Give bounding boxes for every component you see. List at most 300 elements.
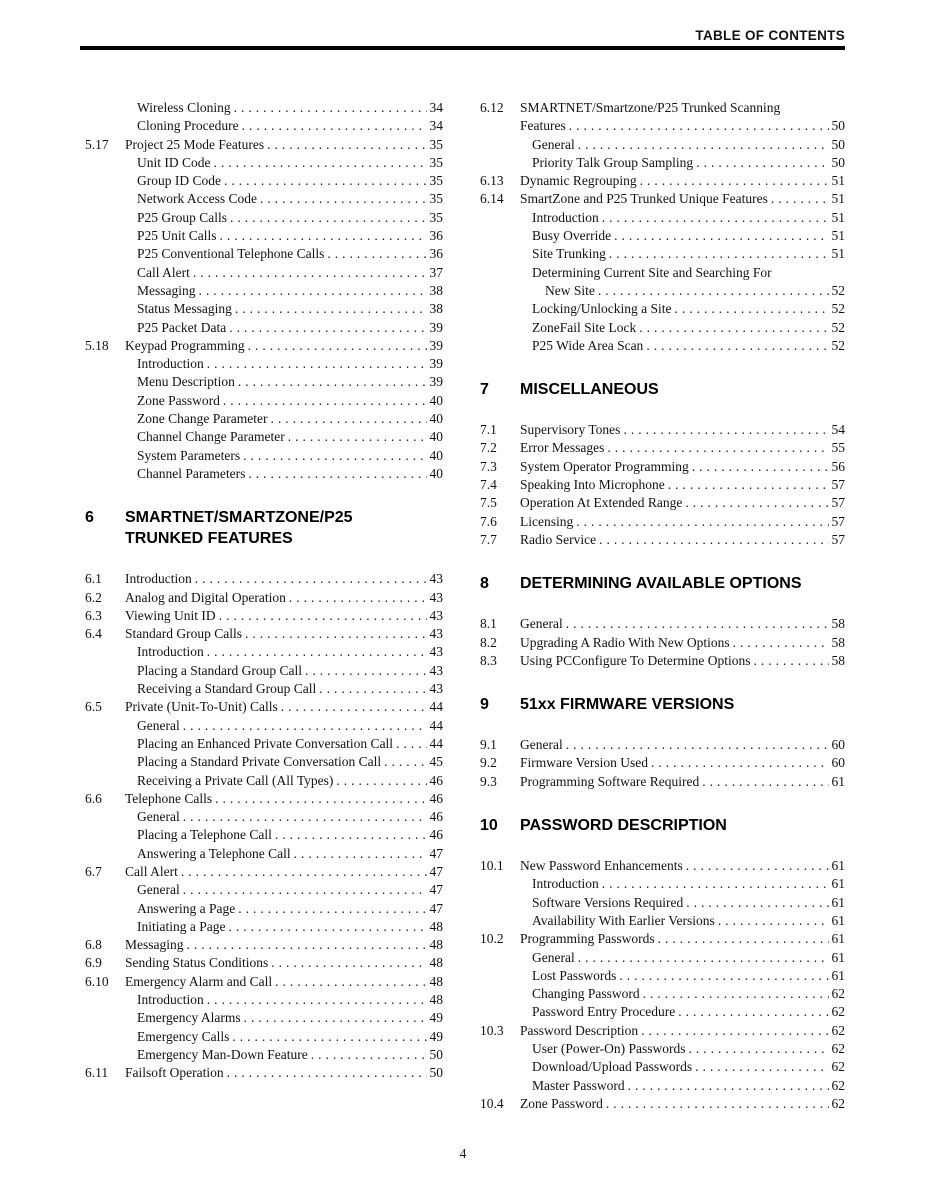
entry-title: Using PCConfigure To Determine Options <box>520 652 751 668</box>
section-title-line: DETERMINING AVAILABLE OPTIONS <box>520 575 802 593</box>
toc-entry <box>480 282 845 300</box>
entry-page-number: 48 <box>429 973 443 989</box>
dot-leader <box>214 154 427 172</box>
toc-entry <box>85 900 443 918</box>
dot-leader <box>195 570 427 588</box>
dot-leader <box>227 1064 427 1082</box>
entry-page-number: 61 <box>831 876 845 892</box>
entry-title: Messaging <box>137 282 196 298</box>
entry-title: Zone Password <box>137 392 220 408</box>
entry-title: Firmware Version Used <box>520 755 648 771</box>
dot-leader <box>275 826 427 844</box>
section-title-line: 51xx FIRMWARE VERSIONS <box>520 696 735 714</box>
entry-page-number: 35 <box>429 154 443 170</box>
dot-leader <box>685 494 828 512</box>
dot-leader <box>668 476 829 494</box>
entry-page-number: 47 <box>429 863 443 879</box>
toc-entry <box>85 625 443 643</box>
entry-title: Busy Override <box>532 228 612 244</box>
dot-leader <box>578 136 829 154</box>
entry-title: P25 Group Calls <box>137 209 228 225</box>
entry-title: Call Alert <box>137 264 190 280</box>
toc-entry <box>85 209 443 227</box>
entry-title: Messaging <box>125 937 184 953</box>
dot-leader <box>628 1077 829 1095</box>
toc-entry <box>85 190 443 208</box>
dot-leader <box>267 136 426 154</box>
entry-title: Emergency Alarms <box>137 1010 241 1026</box>
dot-leader <box>288 428 427 446</box>
dot-leader <box>245 625 427 643</box>
entry-page-number: 40 <box>429 429 443 445</box>
entry-title: Answering a Page <box>137 900 236 916</box>
toc-entry <box>480 1040 845 1058</box>
dot-leader <box>183 881 427 899</box>
entry-title: Channel Parameters <box>137 465 246 481</box>
entry-page-number: 60 <box>831 737 845 753</box>
entry-title: Priority Talk Group Sampling <box>532 154 694 170</box>
toc-entry <box>480 736 845 754</box>
dot-leader <box>228 918 426 936</box>
footer-page-number: 4 <box>459 1146 467 1161</box>
toc-entry <box>480 494 845 512</box>
toc-entry <box>480 439 845 457</box>
toc-entry <box>85 1028 443 1046</box>
entry-title: Analog and Digital Operation <box>125 589 286 605</box>
section-number: 7 <box>480 381 489 399</box>
entry-number: 10.4 <box>480 1095 504 1111</box>
entry-title: System Parameters <box>137 447 241 463</box>
entry-number: 9.3 <box>480 773 497 789</box>
toc-entry <box>85 319 443 337</box>
entry-number: 7.1 <box>480 422 497 438</box>
entry-title: Site Trunking <box>532 246 606 262</box>
dot-leader <box>183 808 427 826</box>
section-heading <box>85 507 443 549</box>
dot-leader <box>718 912 829 930</box>
toc-entry <box>85 337 443 355</box>
toc-entry <box>480 227 845 245</box>
entry-page-number: 36 <box>429 246 443 262</box>
toc-entry <box>85 1046 443 1064</box>
entry-page-number: 46 <box>429 790 443 806</box>
dot-leader <box>640 172 829 190</box>
entry-number: 5.17 <box>85 136 109 152</box>
toc-entry <box>85 264 443 282</box>
dot-leader <box>238 900 426 918</box>
entry-page-number: 61 <box>831 931 845 947</box>
entry-page-number: 51 <box>831 191 845 207</box>
entry-page-number: 58 <box>831 616 845 632</box>
entry-page-number: 58 <box>831 652 845 668</box>
section-number: 10 <box>480 817 498 835</box>
entry-page-number: 52 <box>831 301 845 317</box>
dot-leader <box>678 1003 828 1021</box>
dot-leader <box>614 227 828 245</box>
entry-title: Call Alert <box>125 863 178 879</box>
entry-page-number: 39 <box>429 337 443 353</box>
dot-leader <box>733 634 829 652</box>
entry-page-number: 34 <box>429 100 443 115</box>
entry-page-number: 48 <box>429 955 443 971</box>
entry-title: Placing an Enhanced Private Conversation Call <box>137 735 394 751</box>
toc-entry <box>85 753 443 771</box>
entry-page-number: 61 <box>831 894 845 910</box>
entry-page-number: 61 <box>831 858 845 874</box>
entry-title: New Site <box>545 282 595 298</box>
dot-leader <box>674 300 828 318</box>
toc-entry <box>85 826 443 844</box>
entry-page-number: 40 <box>429 447 443 463</box>
dot-leader <box>260 190 427 208</box>
entry-page-number: 61 <box>831 912 845 928</box>
dot-leader <box>181 863 427 881</box>
dot-leader <box>229 319 426 337</box>
entry-number: 10.3 <box>480 1022 504 1038</box>
entry-number: 6.9 <box>85 955 102 971</box>
toc-entry <box>480 1003 845 1021</box>
entry-page-number: 46 <box>429 827 443 843</box>
section-title <box>125 507 443 549</box>
dot-leader <box>643 985 829 1003</box>
dot-leader <box>639 319 828 337</box>
entry-title: Introduction <box>137 644 204 660</box>
toc-entry <box>85 662 443 680</box>
entry-number: 6.14 <box>480 191 504 207</box>
entry-page-number: 61 <box>831 967 845 983</box>
entry-page-number: 57 <box>831 495 845 511</box>
entry-page-number: 39 <box>429 356 443 372</box>
toc-entry <box>85 1064 443 1082</box>
entry-title: Zone Password <box>520 1095 603 1111</box>
entry-number: 7.5 <box>480 495 497 511</box>
dot-leader <box>658 930 829 948</box>
toc-entry <box>85 808 443 826</box>
entry-title: Sending Status Conditions <box>125 955 269 971</box>
toc-entry <box>85 99 443 117</box>
toc-entry <box>480 476 845 494</box>
dot-leader <box>305 662 427 680</box>
entry-title: Telephone Calls <box>125 790 213 806</box>
dot-leader <box>566 736 829 754</box>
section-title <box>520 573 845 594</box>
entry-number: 8.1 <box>480 616 497 632</box>
entry-page-number: 38 <box>429 301 443 317</box>
dot-leader <box>607 439 828 457</box>
entry-number: 7.7 <box>480 531 497 547</box>
entry-title: P25 Unit Calls <box>137 228 217 244</box>
dot-leader <box>242 117 427 135</box>
entry-number: 5.18 <box>85 337 109 353</box>
toc-entry <box>85 570 443 588</box>
entry-page-number: 51 <box>831 228 845 244</box>
dot-leader <box>319 680 426 698</box>
dot-leader <box>598 282 829 300</box>
entry-page-number: 61 <box>831 949 845 965</box>
entry-number: 6.11 <box>85 1065 109 1081</box>
page-footer <box>0 1146 926 1162</box>
dot-leader <box>275 973 426 991</box>
entry-page-number: 61 <box>831 773 845 789</box>
entry-title: Features <box>520 118 566 134</box>
section-number: 6 <box>85 509 94 527</box>
toc-entry <box>480 421 845 439</box>
entry-page-number: 49 <box>429 1010 443 1026</box>
entry-page-number: 48 <box>429 918 443 934</box>
entry-title: General <box>520 737 563 753</box>
entry-title: General <box>137 717 180 733</box>
dot-leader <box>609 245 829 263</box>
dot-leader <box>619 967 828 985</box>
entry-page-number: 49 <box>429 1028 443 1044</box>
section-title <box>520 694 845 715</box>
entry-page-number: 40 <box>429 392 443 408</box>
toc-entry <box>85 607 443 625</box>
entry-title: Speaking Into Microphone <box>520 477 665 493</box>
dot-leader <box>623 421 828 439</box>
entry-title: Password Entry Procedure <box>532 1004 676 1020</box>
toc-entry <box>85 735 443 753</box>
entry-number: 8.2 <box>480 634 497 650</box>
entry-title: SMARTNET/Smartzone/P25 Trunked Scanning <box>520 100 781 115</box>
dot-leader <box>271 954 426 972</box>
entry-page-number: 36 <box>429 228 443 244</box>
entry-title: Receiving a Standard Group Call <box>137 681 317 697</box>
entry-page-number: 43 <box>429 662 443 678</box>
entry-title: Supervisory Tones <box>520 422 621 438</box>
dot-leader <box>692 458 829 476</box>
entry-page-number: 50 <box>429 1065 443 1081</box>
dot-leader <box>396 735 426 753</box>
entry-page-number: 51 <box>831 209 845 225</box>
section-number: 9 <box>480 696 489 714</box>
entry-page-number: 48 <box>429 937 443 953</box>
entry-title: General <box>137 882 180 898</box>
entry-title: Locking/Unlocking a Site <box>532 301 672 317</box>
toc-entry <box>85 117 443 135</box>
section-number: 8 <box>480 575 489 593</box>
entry-number: 6.4 <box>85 626 102 642</box>
entry-page-number: 43 <box>429 644 443 660</box>
entry-title: User (Power-On) Passwords <box>532 1040 686 1056</box>
section-title <box>520 379 845 400</box>
toc-entry <box>85 863 443 881</box>
dot-leader <box>294 845 427 863</box>
dot-leader <box>230 209 426 227</box>
entry-number: 7.3 <box>480 458 497 474</box>
entry-title: Placing a Telephone Call <box>137 827 272 843</box>
entry-title: General <box>137 809 180 825</box>
entry-number: 8.3 <box>480 652 497 668</box>
entry-number: 6.12 <box>480 100 504 115</box>
entry-page-number: 43 <box>429 626 443 642</box>
entry-page-number: 47 <box>429 882 443 898</box>
dot-leader <box>248 337 427 355</box>
entry-title: General <box>520 616 563 632</box>
entry-page-number: 44 <box>429 717 443 733</box>
entry-number: 6.7 <box>85 863 102 879</box>
entry-title: Licensing <box>520 513 574 529</box>
entry-title: P25 Conventional Telephone Calls <box>137 246 325 262</box>
entry-page-number: 62 <box>831 1095 845 1111</box>
dot-leader <box>566 615 829 633</box>
dot-leader <box>336 772 426 790</box>
dot-leader <box>270 410 426 428</box>
entry-page-number: 34 <box>429 118 443 134</box>
section-title <box>520 815 845 836</box>
entry-page-number: 50 <box>429 1046 443 1062</box>
entry-page-number: 62 <box>831 986 845 1002</box>
dot-leader <box>207 991 427 1009</box>
entry-page-number: 60 <box>831 755 845 771</box>
entry-page-number: 54 <box>831 422 845 438</box>
entry-number: 6.8 <box>85 937 102 953</box>
dot-leader <box>223 392 427 410</box>
toc-entry <box>85 680 443 698</box>
toc-entry <box>85 845 443 863</box>
section-heading <box>480 573 845 594</box>
entry-title: Introduction <box>137 992 204 1008</box>
entry-title: Lost Passwords <box>532 967 617 983</box>
entry-number: 6.5 <box>85 699 102 715</box>
entry-page-number: 43 <box>429 681 443 697</box>
entry-page-number: 48 <box>429 992 443 1008</box>
entry-page-number: 56 <box>831 458 845 474</box>
entry-title: Error Messages <box>520 440 605 456</box>
entry-page-number: 43 <box>429 607 443 623</box>
entry-page-number: 51 <box>831 246 845 262</box>
entry-title: Cloning Procedure <box>137 118 239 134</box>
dot-leader <box>569 117 829 135</box>
entry-page-number: 40 <box>429 411 443 427</box>
toc-entry <box>85 154 443 172</box>
toc-entry <box>85 991 443 1009</box>
entry-page-number: 62 <box>831 1022 845 1038</box>
entry-title: Keypad Programming <box>125 337 245 353</box>
entry-page-number: 62 <box>831 1059 845 1075</box>
toc-entry <box>85 428 443 446</box>
dot-leader <box>695 1058 828 1076</box>
dot-leader <box>646 337 828 355</box>
toc-entry <box>480 875 845 893</box>
entry-title: General <box>532 949 575 965</box>
entry-title: Determining Current Site and Searching For <box>532 264 772 280</box>
dot-leader <box>243 447 426 465</box>
dot-leader <box>199 282 427 300</box>
toc-entry <box>85 373 443 391</box>
entry-page-number: 52 <box>831 319 845 335</box>
toc-entry <box>85 410 443 428</box>
toc-entry <box>480 754 845 772</box>
entry-page-number: 43 <box>429 571 443 587</box>
toc-entry <box>480 634 845 652</box>
toc-entry <box>85 881 443 899</box>
entry-title: Standard Group Calls <box>125 626 242 642</box>
toc-entry <box>85 717 443 735</box>
entry-page-number: 43 <box>429 589 443 605</box>
entry-page-number: 35 <box>429 136 443 152</box>
toc-entry <box>480 857 845 875</box>
entry-title: Emergency Man-Down Feature <box>137 1046 308 1062</box>
toc-entry <box>480 912 845 930</box>
dot-leader <box>651 754 829 772</box>
dot-leader <box>207 355 427 373</box>
toc-entry <box>480 319 845 337</box>
toc-entry <box>85 918 443 936</box>
entry-number: 6.13 <box>480 173 504 189</box>
entry-title: General <box>532 136 575 152</box>
toc-entry <box>480 985 845 1003</box>
entry-page-number: 50 <box>831 136 845 152</box>
entry-page-number: 58 <box>831 634 845 650</box>
dot-leader <box>234 99 427 117</box>
toc-entry <box>480 967 845 985</box>
dot-leader <box>686 857 829 875</box>
toc-entry <box>480 172 845 190</box>
entry-page-number: 57 <box>831 531 845 547</box>
dot-leader <box>384 753 426 771</box>
entry-title: Introduction <box>532 209 599 225</box>
toc-entry <box>480 458 845 476</box>
entry-page-number: 37 <box>429 264 443 280</box>
toc-entry <box>480 264 845 282</box>
entry-page-number: 38 <box>429 282 443 298</box>
dot-leader <box>327 245 426 263</box>
dot-leader <box>281 698 427 716</box>
page-title: TABLE OF CONTENTS <box>695 28 845 43</box>
toc-entry <box>480 1022 845 1040</box>
dot-leader <box>576 513 828 531</box>
toc-entry <box>85 643 443 661</box>
entry-title: Receiving a Private Call (All Types) <box>137 772 334 788</box>
toc-entry <box>85 772 443 790</box>
entry-number: 9.1 <box>480 737 497 753</box>
toc-entry <box>480 949 845 967</box>
section-heading <box>480 815 845 836</box>
entry-title: Menu Description <box>137 374 235 390</box>
toc-entry <box>480 652 845 670</box>
entry-title: Project 25 Mode Features <box>125 136 265 152</box>
dot-leader <box>696 154 828 172</box>
entry-title: Channel Change Parameter <box>137 429 285 445</box>
dot-leader <box>244 1009 427 1027</box>
dot-leader <box>702 773 828 791</box>
entry-title: Master Password <box>532 1077 625 1093</box>
entry-title: Answering a Telephone Call <box>137 845 291 861</box>
toc-entry <box>85 954 443 972</box>
toc-entry <box>480 154 845 172</box>
toc-entry <box>480 894 845 912</box>
entry-title: Programming Software Required <box>520 773 700 789</box>
toc-entry <box>85 392 443 410</box>
entry-page-number: 62 <box>831 1040 845 1056</box>
dot-leader <box>606 1095 829 1113</box>
dot-leader <box>599 531 828 549</box>
entry-page-number: 52 <box>831 282 845 298</box>
toc-entry <box>85 227 443 245</box>
entry-page-number: 47 <box>429 900 443 916</box>
toc-entry <box>85 973 443 991</box>
entry-page-number: 44 <box>429 735 443 751</box>
toc-right-column <box>480 99 845 1113</box>
entry-page-number: 50 <box>831 118 845 134</box>
dot-leader <box>207 643 427 661</box>
header-rule <box>80 46 845 50</box>
entry-page-number: 50 <box>831 154 845 170</box>
entry-title: Availability With Earlier Versions <box>532 912 715 928</box>
toc-entry <box>480 773 845 791</box>
toc-entry <box>85 790 443 808</box>
